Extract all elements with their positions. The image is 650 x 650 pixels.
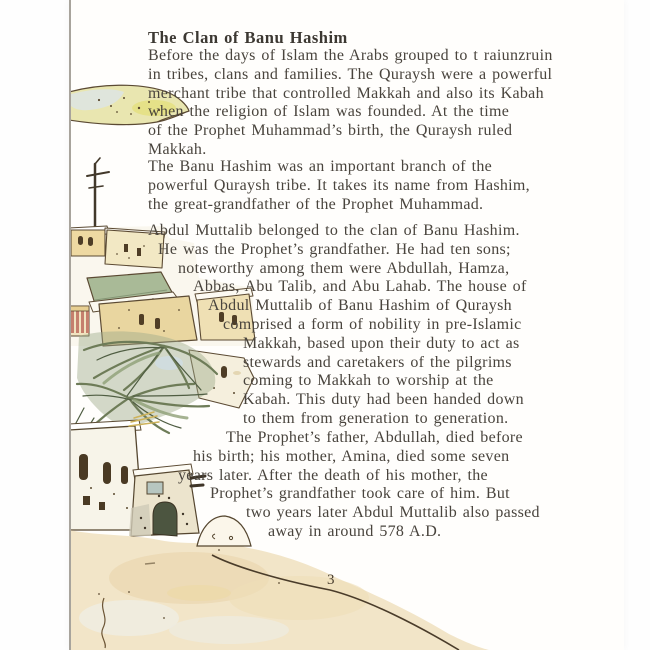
pink-colonnade <box>69 306 89 336</box>
text-line: when the religion of Islam was founded. At the time <box>148 103 510 121</box>
text-line: stewards and caretakers of the pilgrims <box>243 353 512 371</box>
text-line: comprised a form of nobility in pre-Islamic <box>223 315 522 333</box>
text-line: powerful Quraysh tribe. It takes its name from Hashim, <box>148 176 530 194</box>
paragraph-4 <box>148 429 540 542</box>
paragraph-1 <box>148 47 553 160</box>
text-line: his birth; his mother, Amina, died some seven <box>193 447 510 465</box>
text-line: merchant tribe that controlled Makkah and also its Kabah <box>148 84 544 102</box>
page-number: 3 <box>327 572 335 588</box>
chapter-heading: The Clan of Banu Hashim <box>148 28 348 47</box>
text-line: He was the Prophet’s grandfather. He had ten sons; <box>158 240 511 258</box>
text-line: noteworthy among them were Abdullah, Hamza, <box>178 259 510 277</box>
text-line: Abbas, Abu Talib, and Abu Lahab. The house of <box>193 278 527 296</box>
text-line: coming to Makkah to worship at the <box>243 372 494 390</box>
paragraph-2 <box>148 158 530 214</box>
text-line: Makkah, based upon their duty to act as <box>243 334 520 352</box>
mast-pole <box>87 158 109 236</box>
text-line: the great-grandfather of the Prophet Muhammad. <box>148 195 484 213</box>
text-line: away in around 578 A.D. <box>268 522 442 540</box>
text-line: years later. After the death of his mother, the <box>178 466 488 484</box>
text-line: Abdul Muttalib belonged to the clan of Banu Hashim. <box>148 222 520 239</box>
text-line: Before the days of Islam the Arabs grouped to t raiunzruin <box>148 47 553 64</box>
text-line: to them from generation to generation. <box>243 409 509 427</box>
paragraph-3 <box>148 222 527 429</box>
text-line: Prophet’s grandfather took care of him. But <box>210 485 510 503</box>
text-line: in tribes, clans and families. The Quraysh were a powerful <box>148 65 553 83</box>
text-line: Kabah. This duty had been handed down <box>243 391 524 409</box>
text-line: Makkah. <box>148 140 207 158</box>
text-line: The Prophet’s father, Abdullah, died before <box>226 429 523 446</box>
text-line: two years later Abdul Muttalib also passed <box>246 504 540 522</box>
book-page <box>69 0 624 650</box>
text-line: of the Prophet Muhammad’s birth, the Quraysh ruled <box>148 122 513 140</box>
text-line: The Banu Hashim was an important branch of the <box>148 158 493 175</box>
text-line: Abdul Muttalib of Banu Hashim of Quraysh <box>208 297 512 315</box>
